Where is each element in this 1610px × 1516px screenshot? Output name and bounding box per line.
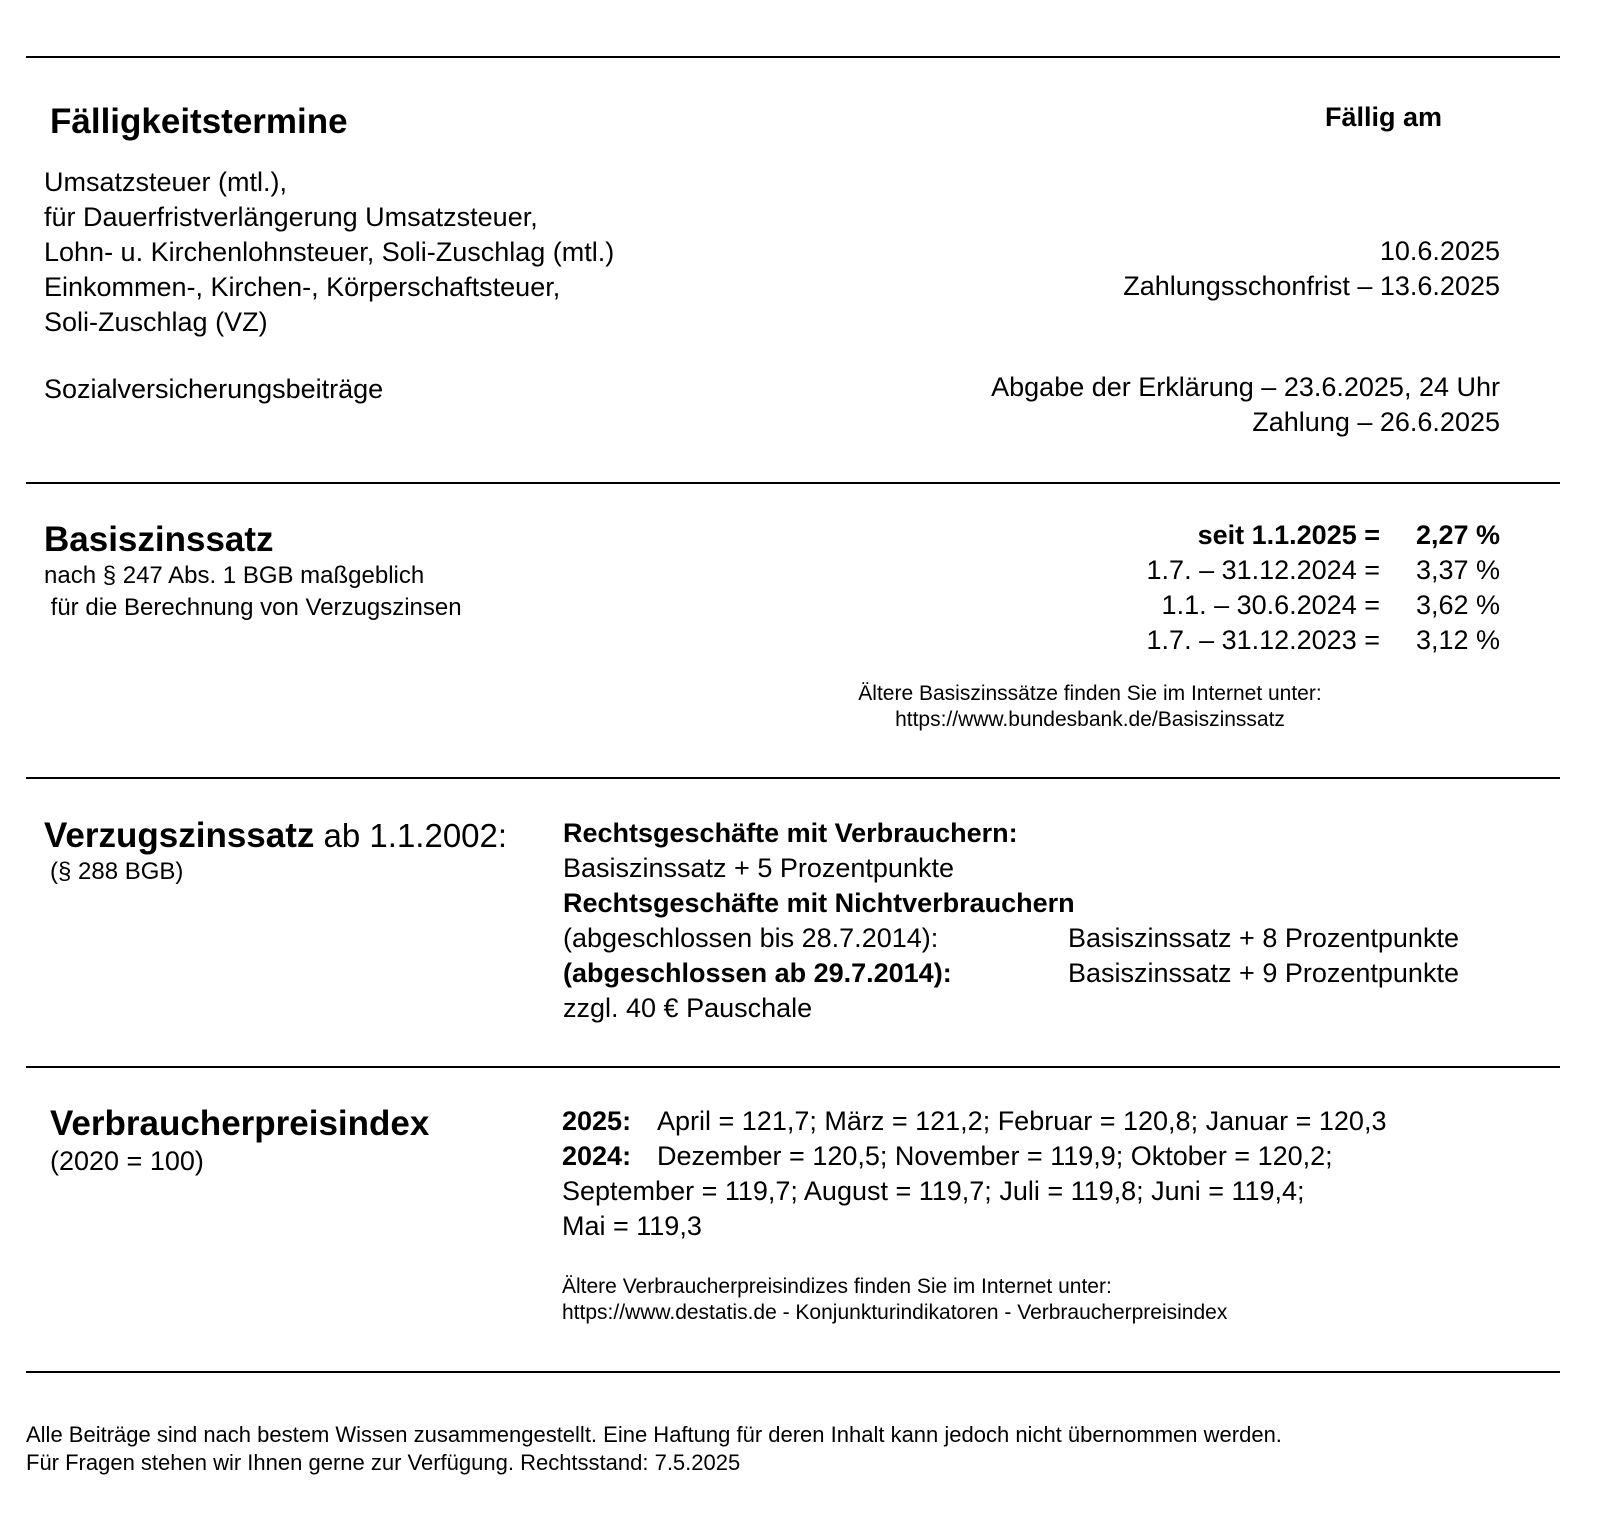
verzug-details [563, 816, 1459, 1026]
disclaimer: Alle Beiträge sind nach bestem Wissen zusammengestellt. Eine Haftung für deren Inhalt kann jedoch nicht übernommen werden. [26, 1422, 1282, 1447]
rate-row [1147, 588, 1500, 623]
divider [26, 1066, 1560, 1068]
rate-table [1147, 518, 1500, 658]
basiszins-subtitle: für die Berechnung von Verzugszinsen [44, 594, 462, 621]
lump-sum: zzgl. 40 € Pauschale [563, 993, 813, 1023]
nonconsumer-heading: Rechtsgeschäfte mit Nichtverbrauchern [563, 888, 1075, 918]
rate-period: 1.7. – 31.12.2023 = [1146, 625, 1380, 655]
divider [26, 56, 1560, 58]
contract-rate: Basiszinssatz + 9 Prozentpunkte [1068, 958, 1459, 988]
verzug-subtitle: (§ 288 BGB) [50, 858, 184, 885]
declaration-deadline: Abgabe der Erklärung – 23.6.2025, 24 Uhr [991, 372, 1500, 402]
tax-due-dates [1123, 234, 1500, 304]
rate-value: 3,37 % [1415, 555, 1500, 585]
vpi-values [562, 1104, 1386, 1244]
bundesbank-link: https://www.bundesbank.de/Basiszinssatz [895, 708, 1285, 731]
verzug-title-bold: Verzugszinssatz [44, 816, 315, 855]
contract-rate: Basiszinssatz + 8 Prozentpunkte [1068, 923, 1459, 953]
rate-row [1147, 623, 1500, 658]
grace-period: Zahlungsschonfrist – 13.6.2025 [1123, 271, 1500, 301]
social-due-dates [991, 370, 1500, 440]
rate-period: 1.1. – 30.6.2024 = [1161, 590, 1380, 620]
rate-value: 3,62 % [1415, 590, 1500, 620]
section-title-faelligkeit: Fälligkeitstermine [50, 102, 348, 141]
year-values: April = 121,7; März = 121,2; Februar = 120,8; Januar = 120,3 [657, 1106, 1387, 1136]
tax-list [44, 165, 614, 340]
social-label: Sozialversicherungsbeiträge [44, 374, 384, 404]
payment-deadline: Zahlung – 26.6.2025 [1252, 407, 1500, 437]
rate-period: 1.7. – 31.12.2024 = [1146, 555, 1380, 585]
due-date: 10.6.2025 [1379, 236, 1500, 266]
nonconsumer-row [563, 956, 1459, 991]
tax-line: Umsatzsteuer (mtl.), [44, 167, 288, 197]
basiszins-subtitle: nach § 247 Abs. 1 BGB maßgeblich [44, 562, 425, 589]
legal-status: Für Fragen stehen wir Ihnen gerne zur Verfügung. Rechtsstand: 7.5.2025 [26, 1450, 741, 1475]
rate-row-current [1147, 518, 1500, 553]
rate-period: seit 1.1.2025 = [1197, 520, 1380, 550]
divider [26, 1371, 1560, 1373]
section-title-vpi: Verbraucherpreisindex [50, 1104, 430, 1143]
footer [26, 1421, 1282, 1477]
vpi-line: Mai = 119,3 [562, 1211, 702, 1241]
vpi-year-2024 [562, 1139, 1386, 1174]
basiszins-note [780, 681, 1400, 733]
tax-line: Lohn- u. Kirchenlohnsteuer, Soli-Zuschlag (mtl.) [44, 237, 615, 267]
year-label: 2025: [562, 1106, 632, 1136]
tax-line: Soli-Zuschlag (VZ) [44, 307, 268, 337]
section-title-verzug [44, 816, 507, 856]
rate-row [1147, 553, 1500, 588]
year-label: 2024: [562, 1141, 632, 1171]
note-text: Ältere Verbraucherpreisindizes finden Sie im Internet unter: [562, 1275, 1112, 1298]
contract-period: (abgeschlossen bis 28.7.2014): [563, 923, 939, 953]
tax-line: Einkommen-, Kirchen-, Körperschaftsteuer, [44, 272, 561, 302]
vpi-line: September = 119,7; August = 119,7; Juli = 119,8; Juni = 119,4; [562, 1176, 1305, 1206]
note-text: Ältere Basiszinssätze finden Sie im Internet unter: [858, 682, 1322, 705]
consumer-heading: Rechtsgeschäfte mit Verbrauchern: [563, 818, 1018, 848]
rate-value: 2,27 % [1415, 520, 1500, 550]
divider [26, 482, 1560, 484]
destatis-link: https://www.destatis.de - Konjunkturindikatoren - Verbraucherpreisindex [562, 1301, 1228, 1324]
vpi-year-2025 [562, 1104, 1386, 1139]
nonconsumer-row [563, 921, 1459, 956]
rate-value: 3,12 % [1415, 625, 1500, 655]
section-title-basiszins: Basiszinssatz [44, 520, 274, 559]
verzug-title-rest: ab 1.1.2002: [314, 817, 508, 854]
vpi-subtitle: (2020 = 100) [50, 1146, 204, 1176]
year-values: Dezember = 120,5; November = 119,9; Oktober = 120,2; [657, 1141, 1333, 1171]
divider [26, 777, 1560, 779]
contract-period: (abgeschlossen ab 29.7.2014): [563, 958, 952, 988]
tax-line: für Dauerfristverlängerung Umsatzsteuer, [44, 202, 538, 232]
due-header: Fällig am [1325, 102, 1443, 132]
consumer-rate: Basiszinssatz + 5 Prozentpunkte [563, 853, 954, 883]
vpi-note [562, 1274, 1227, 1326]
